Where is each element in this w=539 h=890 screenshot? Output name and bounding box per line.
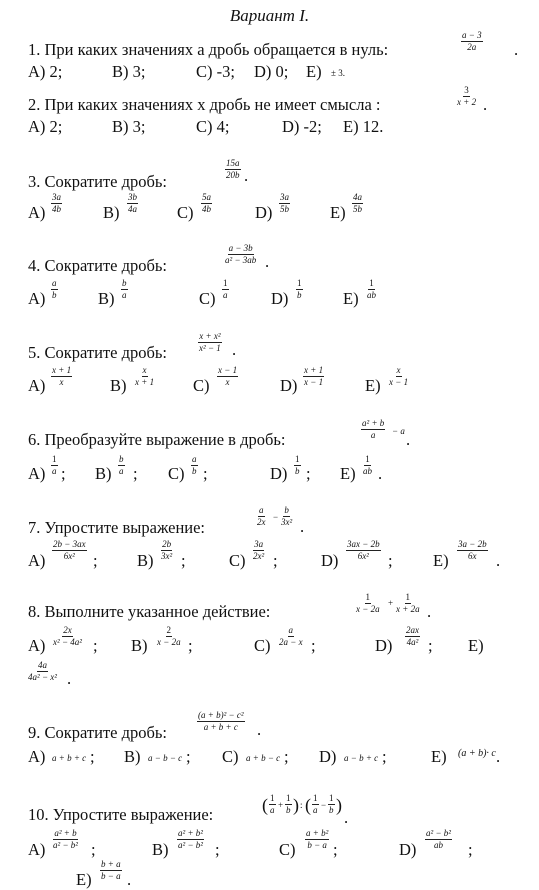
q8-option-d-fraction: $\frac{2ax}{\text{4a²}}$ bbox=[406, 625, 419, 647]
q4-option-a[interactable]: А) bbox=[28, 289, 46, 308]
q8-option-a[interactable]: А) bbox=[28, 636, 46, 655]
question-7-fraction-1: $\frac{a}{2x}$ bbox=[257, 505, 266, 527]
q6-option-c[interactable]: С) bbox=[168, 464, 185, 483]
q6-option-a[interactable]: А) bbox=[28, 464, 46, 483]
q7-option-b[interactable]: В) bbox=[137, 551, 154, 570]
q9-option-a[interactable]: А) bbox=[28, 747, 46, 766]
q3-option-e[interactable]: E) bbox=[330, 203, 346, 222]
question-2-text: 2. При каких значениях x дробь не имеет смысла : bbox=[28, 95, 381, 114]
q6-option-b[interactable]: В) bbox=[95, 464, 112, 483]
q4-option-e[interactable]: E) bbox=[343, 289, 359, 308]
q4-option-c[interactable]: С) bbox=[199, 289, 216, 308]
q7-option-c-fraction: $\frac{3a}{\text{2x²}}$ bbox=[253, 539, 265, 561]
q5-option-c[interactable]: С) bbox=[193, 376, 210, 395]
question-8-fraction-2: $\frac{1}{x + 2a}$ bbox=[396, 592, 420, 614]
q5-option-d[interactable]: D) bbox=[280, 376, 298, 395]
q10-option-a[interactable]: А) bbox=[28, 840, 46, 859]
q4-option-e-fraction: $\frac{1}{ab}$ bbox=[367, 278, 376, 300]
q7-option-e[interactable]: E) bbox=[433, 551, 449, 570]
q3-option-c[interactable]: С) bbox=[177, 203, 194, 222]
question-1-text: 1. При каких значениях a дробь обращается в нуль: bbox=[28, 40, 389, 59]
q9-option-c[interactable]: С) bbox=[222, 747, 239, 766]
q6-option-a-fraction: $\frac{1}{a}$ bbox=[52, 454, 57, 476]
question-10-fraction-2: $\frac{1}{b}$ bbox=[286, 793, 291, 815]
q7-option-a[interactable]: А) bbox=[28, 551, 46, 570]
q7-option-d-fraction: $\frac{3ax - 2b}{\text{6x²}}$ bbox=[347, 539, 380, 561]
q5-option-a[interactable]: А) bbox=[28, 376, 46, 395]
q10-option-e-fraction: $\frac{b + a}{b - a}$ bbox=[101, 859, 121, 881]
q3-option-e-fraction: $\frac{4a}{5b}$ bbox=[353, 192, 362, 214]
q10-option-b[interactable]: В) bbox=[152, 840, 169, 859]
q3-option-c-fraction: $\frac{5a}{4b}$ bbox=[202, 192, 211, 214]
q5-option-c-fraction: $\frac{x - 1}{x}$ bbox=[218, 365, 238, 387]
q7-option-b-fraction: $\frac{2b}{\text{3x²}}$ bbox=[161, 539, 173, 561]
q5-option-b-fraction: $\frac{x}{x + 1}$ bbox=[135, 365, 155, 387]
q6-option-c-fraction: $\frac{a}{b}$ bbox=[192, 454, 197, 476]
question-8-fraction-1: $\frac{1}{x - 2a}$ bbox=[356, 592, 380, 614]
question-9-text: 9. Сократите дробь: bbox=[28, 723, 168, 742]
question-10-text: 10. Упростите выражение: bbox=[28, 805, 214, 824]
q9-option-b-value: a − b − c bbox=[148, 753, 183, 763]
q4-option-d[interactable]: D) bbox=[271, 289, 289, 308]
q4-option-b-fraction: $\frac{b}{a}$ bbox=[122, 278, 127, 300]
q10-option-b-fraction: $\frac{\text{a² + b²}}{\text{a² − b²}}$ bbox=[178, 828, 203, 850]
q10-option-e[interactable]: E) bbox=[76, 870, 92, 889]
question-6-tail: − a bbox=[392, 426, 405, 436]
q6-option-d[interactable]: D) bbox=[270, 464, 288, 483]
q4-option-b[interactable]: В) bbox=[98, 289, 115, 308]
q2-option-d[interactable]: D) -2; bbox=[282, 117, 322, 136]
q9-option-d-value: a − b + c bbox=[344, 753, 379, 763]
question-5-text: 5. Сократите дробь: bbox=[28, 343, 168, 362]
q8-option-b[interactable]: В) bbox=[131, 636, 148, 655]
q10-option-d[interactable]: D) bbox=[399, 840, 417, 859]
question-10-fraction-4: $\frac{1}{b}$ bbox=[329, 793, 334, 815]
q4-option-a-fraction: $\frac{a}{b}$ bbox=[52, 278, 57, 300]
q6-option-e-fraction: $\frac{1}{ab}$ bbox=[363, 454, 372, 476]
q8-option-c-fraction: $\frac{a}{2a - x}$ bbox=[279, 625, 303, 647]
q8-option-a-fraction: $\frac{2x}{\text{x² − 4a²}}$ bbox=[53, 625, 82, 647]
question-6-end: . bbox=[406, 430, 411, 449]
q5-option-e[interactable]: E) bbox=[365, 376, 381, 395]
question-8-end: . bbox=[427, 602, 432, 621]
q8-option-e[interactable]: E) bbox=[468, 636, 484, 655]
q10-option-d-fraction: $\frac{\text{a² − b²}}{ab}$ bbox=[426, 828, 451, 850]
q5-option-e-fraction: $\frac{x}{x - 1}$ bbox=[389, 365, 409, 387]
q1-option-b[interactable]: В) 3; bbox=[112, 62, 146, 81]
q5-option-d-fraction: $\frac{x + 1}{x - 1}$ bbox=[304, 365, 324, 387]
question-6-text: 6. Преобразуйте выражение в дробь: bbox=[28, 430, 286, 449]
question-1-end: . bbox=[514, 40, 519, 59]
question-7-fraction-2: $\frac{b}{\text{3x²}}$ bbox=[281, 505, 293, 527]
q7-option-e-fraction: $\frac{3a - 2b}{6x}$ bbox=[458, 539, 487, 561]
q8-option-e-fraction: $\frac{4a}{\text{4a² − x²}}$ bbox=[28, 660, 57, 682]
question-7-minus: − bbox=[273, 512, 279, 522]
q10-option-c[interactable]: С) bbox=[279, 840, 296, 859]
q2-option-b[interactable]: В) 3; bbox=[112, 117, 146, 136]
q8-option-b-fraction: $\frac{2}{x - 2a}$ bbox=[157, 625, 181, 647]
q5-option-b[interactable]: В) bbox=[110, 376, 127, 395]
question-4-end: . bbox=[265, 252, 270, 271]
q9-option-a-value: a + b + c bbox=[52, 753, 87, 763]
q1-option-a[interactable]: А) 2; bbox=[28, 62, 63, 81]
q6-option-b-fraction: $\frac{b}{a}$ bbox=[119, 454, 124, 476]
question-8-plus: + bbox=[388, 598, 394, 608]
q7-option-c[interactable]: С) bbox=[229, 551, 246, 570]
q3-option-b-fraction: $\frac{3b}{4a}$ bbox=[128, 192, 137, 214]
q2-option-e[interactable]: E) 12. bbox=[343, 117, 384, 136]
q9-option-e-value: (a + b)· c bbox=[458, 748, 496, 759]
q1-option-c[interactable]: С) -3; bbox=[196, 62, 235, 81]
question-3-text: 3. Сократите дробь: bbox=[28, 172, 168, 191]
q1-option-e-value: ± 3. bbox=[331, 68, 345, 78]
question-2-fraction: $\frac{3}{x + 2}$ bbox=[457, 85, 477, 107]
question-3-end: . bbox=[244, 166, 249, 185]
q4-option-d-fraction: $\frac{1}{b}$ bbox=[297, 278, 302, 300]
q9-option-b[interactable]: В) bbox=[124, 747, 141, 766]
q3-option-b[interactable]: В) bbox=[103, 203, 120, 222]
question-8-text: 8. Выполните указанное действие: bbox=[28, 602, 271, 621]
q1-option-d[interactable]: D) 0; bbox=[254, 62, 289, 81]
q2-option-a[interactable]: А) 2; bbox=[28, 117, 63, 136]
question-2-end: . bbox=[483, 95, 488, 114]
question-10-fraction-3: $\frac{1}{a}$ bbox=[313, 793, 318, 815]
q8-option-d[interactable]: D) bbox=[375, 636, 393, 655]
question-3-fraction: $\frac{15a}{20b}$ bbox=[226, 158, 240, 180]
q3-option-a[interactable]: А) bbox=[28, 203, 46, 222]
variant-title: Вариант I. bbox=[229, 6, 310, 25]
question-5-end: . bbox=[232, 340, 237, 359]
q9-option-e[interactable]: E) bbox=[431, 747, 447, 766]
question-4-text: 4. Сократите дробь: bbox=[28, 256, 168, 275]
q4-option-c-fraction: $\frac{1}{a}$ bbox=[223, 278, 228, 300]
question-7-text: 7. Упростите выражение: bbox=[28, 518, 206, 537]
q6-option-d-fraction: $\frac{1}{b}$ bbox=[295, 454, 300, 476]
q9-option-c-value: a + b − c bbox=[246, 753, 281, 763]
question-4-fraction: $\frac{a - 3b}{\text{a² − 3ab}}$ bbox=[225, 243, 257, 265]
question-9-fraction: $\frac{\text{(a + b)² − c²}}{a + b + c}$ bbox=[198, 710, 244, 732]
question-6-fraction: $\frac{\text{a² + b}}{a}$ bbox=[362, 418, 385, 440]
question-9-end: . bbox=[257, 720, 262, 739]
q10-option-a-fraction: $\frac{\text{a² + b}}{\text{a² − b²}}$ bbox=[53, 828, 78, 850]
q6-option-e[interactable]: E) bbox=[340, 464, 356, 483]
question-10-fraction-1: $\frac{1}{a}$ bbox=[270, 793, 275, 815]
q3-option-a-fraction: $\frac{3a}{4b}$ bbox=[52, 192, 61, 214]
q2-option-c[interactable]: С) 4; bbox=[196, 117, 230, 136]
q1-option-e[interactable]: E) bbox=[306, 62, 322, 81]
q3-option-d[interactable]: D) bbox=[255, 203, 273, 222]
q8-option-c[interactable]: С) bbox=[254, 636, 271, 655]
q3-option-d-fraction: $\frac{3a}{5b}$ bbox=[280, 192, 289, 214]
q7-option-a-fraction: $\frac{2b - 3ax}{\text{6x²}}$ bbox=[53, 539, 86, 561]
question-10-end: . bbox=[344, 808, 349, 827]
question-7-end: . bbox=[300, 517, 305, 536]
q9-option-d[interactable]: D) bbox=[319, 747, 337, 766]
q10-option-c-fraction: $\frac{\text{a + b²}}{b - a}$ bbox=[306, 828, 329, 850]
question-1-fraction: $\frac{a - 3}{2a}$ bbox=[462, 30, 482, 52]
question-5-fraction: $\frac{\text{x + x²}}{\text{x² − 1}}$ bbox=[199, 331, 221, 353]
q7-option-d[interactable]: D) bbox=[321, 551, 339, 570]
q5-option-a-fraction: $\frac{x + 1}{x}$ bbox=[52, 365, 72, 387]
